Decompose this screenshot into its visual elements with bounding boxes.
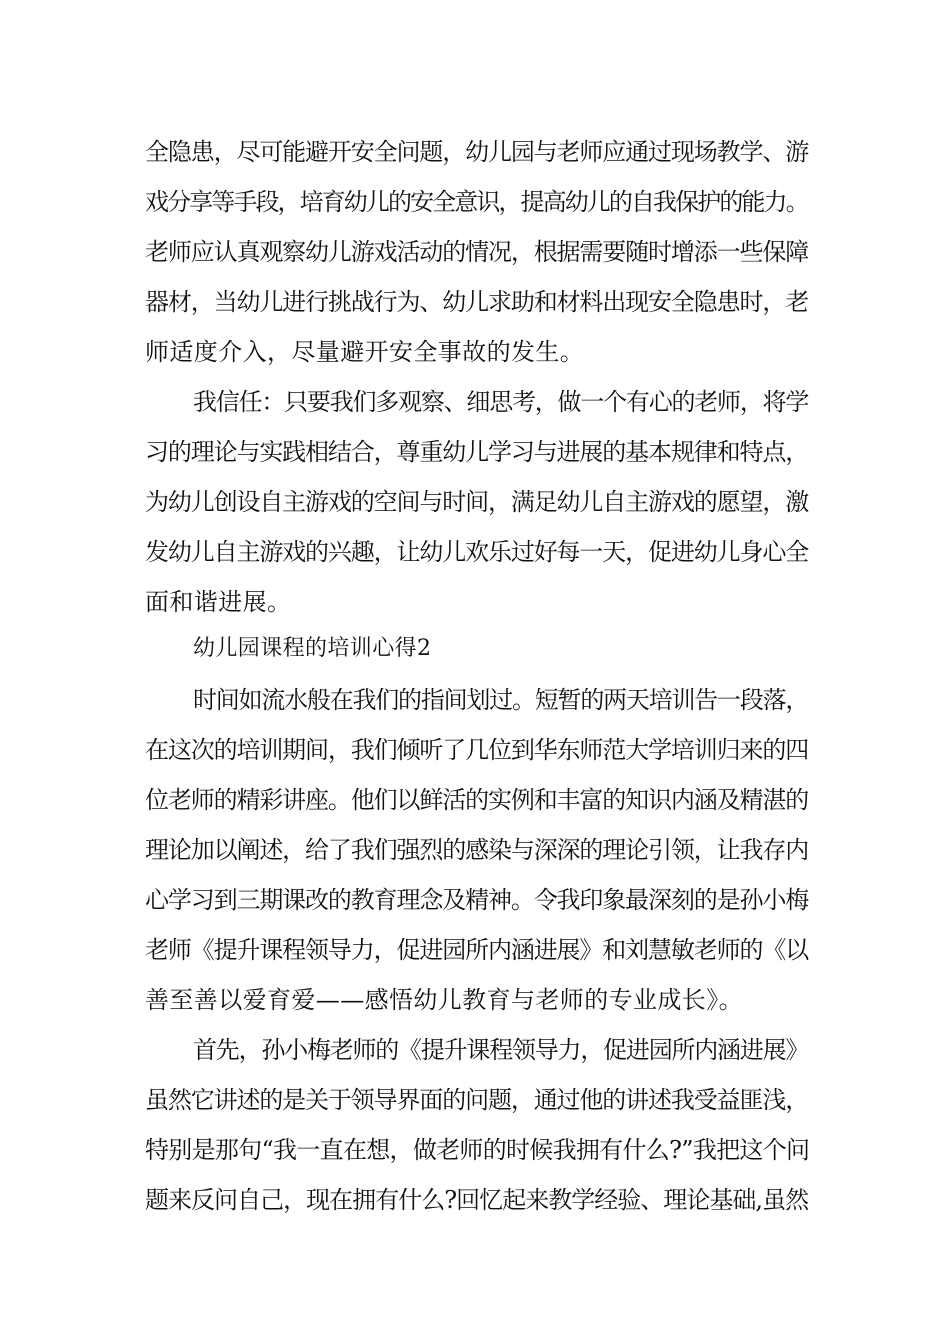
text-line: 习的理论与实践相结合，尊重幼儿学习与进展的基本规律和特点， bbox=[145, 438, 809, 466]
text-line: 全隐患，尽可能避开安全问题，幼儿园与老师应通过现场教学、游 bbox=[145, 138, 809, 166]
text-line: 心学习到三期课改的教育理念及精神。令我印象最深刻的是孙小梅 bbox=[145, 886, 809, 914]
text-line: 时间如流水般在我们的指间划过。短暂的两天培训告一段落， bbox=[193, 686, 809, 714]
text-line: 戏分享等手段，培育幼儿的安全意识，提高幼儿的自我保护的能力。 bbox=[145, 188, 808, 216]
text-line: 特别是那句“我一直在想，做老师的时候我拥有什么?”我把这个问 bbox=[145, 1136, 810, 1164]
text-line: 虽然它讲述的是关于领导界面的问题，通过他的讲述我受益匪浅， bbox=[145, 1086, 809, 1114]
text-line: 题来反问自己，现在拥有什么?回忆起来教学经验、理论基础,虽然 bbox=[145, 1186, 809, 1214]
text-line: 善至善以爱育爱——感悟幼儿教育与老师的专业成长》。 bbox=[145, 986, 743, 1014]
text-line: 我信任：只要我们多观察、细思考，做一个有心的老师，将学 bbox=[193, 388, 809, 416]
text-line: 师适度介入，尽量避开安全事故的发生。 bbox=[145, 338, 585, 366]
text-line: 为幼儿创设自主游戏的空间与时间，满足幼儿自主游戏的愿望，激 bbox=[145, 488, 809, 516]
text-line: 发幼儿自主游戏的兴趣，让幼儿欢乐过好每一天，促进幼儿身心全 bbox=[145, 538, 809, 566]
text-line: 理论加以阐述，给了我们强烈的感染与深深的理论引领，让我存内 bbox=[145, 836, 809, 864]
section-heading: 幼儿园课程的培训心得2 bbox=[193, 636, 432, 661]
text-line: 面和谐进展。 bbox=[145, 588, 292, 616]
text-line: 器材，当幼儿进行挑战行为、幼儿求助和材料出现安全隐患时，老 bbox=[145, 288, 809, 316]
text-line: 首先，孙小梅老师的《提升课程领导力，促进园所内涵进展》 bbox=[193, 1036, 809, 1064]
text-line: 位老师的精彩讲座。他们以鲜活的实例和丰富的知识内涵及精湛的 bbox=[145, 786, 809, 814]
text-line: 老师应认真观察幼儿游戏活动的情况，根据需要随时增添一些保障 bbox=[145, 238, 809, 266]
text-line: 在这次的培训期间，我们倾听了几位到华东师范大学培训归来的四 bbox=[145, 736, 809, 764]
text-line: 老师《提升课程领导力，促进园所内涵进展》和刘慧敏老师的《以 bbox=[145, 936, 809, 964]
